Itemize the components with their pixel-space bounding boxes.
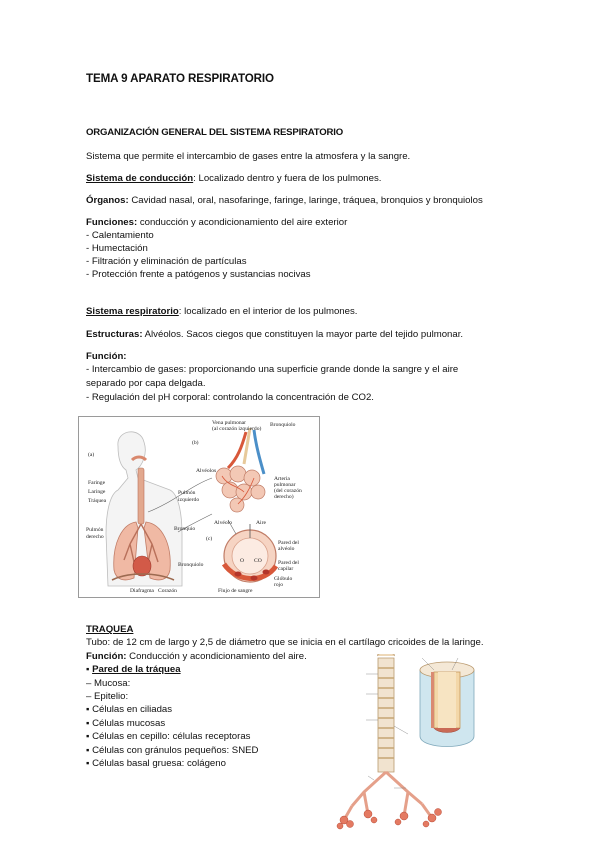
heart-shape [133, 556, 151, 576]
label-pared-alveolo-2: alvéolo [278, 546, 295, 552]
respiratorio-line [86, 305, 357, 318]
traquea-item: – Epitelio: [86, 691, 129, 702]
label-arteria-3: (del corazón [274, 488, 302, 494]
label-pared-capilar-2: capilar [278, 566, 294, 572]
label-arteria-4: derecho) [274, 494, 294, 500]
traquea-item: ▪ Células basal gruesa: colágeno [86, 758, 226, 769]
traquea-funcion-text: Conducción y acondicionamiento del aire. [126, 651, 307, 662]
conduccion-line [86, 172, 381, 185]
organos-label: Órganos: [86, 195, 129, 206]
label-pared-alveolo-1: Pared del [278, 540, 299, 546]
organos-text: Cavidad nasal, oral, nasofaringe, faringe, laringe, tráquea, bronquios y bronquiolos [128, 195, 483, 206]
organos-line [86, 194, 483, 207]
traquea-funcion-label: Función: [86, 651, 127, 662]
traquea-tubo: Tubo: de 12 cm de largo y 2,5 de diámetro que se inicia en el cartílago cricoides de la laringe. [86, 637, 484, 648]
label-faringe: Faringe [88, 480, 106, 486]
trachea-cross-section [420, 662, 474, 747]
label-co2: CO [254, 558, 262, 564]
funcion-line: - Intercambio de gases: proporcionando una superficie grande donde la sangre y el aire [86, 364, 459, 375]
label-a: (a) [88, 452, 95, 458]
traquea-item: ▪ Células en ciliadas [86, 704, 173, 715]
label-pulmon-derecho-2: derecho [86, 534, 104, 540]
estructuras-label: Estructuras: [86, 329, 143, 340]
pared-traquea-label: Pared de la tráquea [92, 664, 181, 675]
traquea-item: ▪ Células mucosas [86, 718, 166, 729]
label-c: (c) [206, 536, 213, 542]
page-title: TEMA 9 APARATO RESPIRATORIO [86, 72, 274, 85]
pared-traquea-line [86, 663, 181, 676]
funciones-line [86, 216, 347, 229]
funcion-label: Función: [86, 351, 127, 362]
traquea-item: ▪ Células en cepillo: células receptoras [86, 731, 251, 742]
funciones-text: conducción y acondicionamiento del aire exterior [137, 217, 348, 228]
label-globulo-1: Glóbulo [274, 576, 293, 582]
funcion-line: - Regulación del pH corporal: controlando la concentración de CO2. [86, 392, 374, 403]
label-arteria-1: Arteria [274, 476, 290, 482]
label-flujo-sangre: Flujo de sangre [218, 588, 253, 594]
funciones-item: - Protección frente a patógenos y sustancias nocivas [86, 269, 311, 280]
bronchial-tree [344, 772, 432, 820]
label-bronquiolo-b: Bronquiolo [270, 422, 296, 428]
conduccion-label: Sistema de conducción [86, 173, 194, 184]
respiratory-system-figure [78, 416, 320, 598]
funciones-item: - Filtración y eliminación de partículas [86, 256, 247, 267]
label-traquea: Tráquea [88, 498, 107, 504]
funcion-line: separado por capa delgada. [86, 378, 206, 389]
respiratorio-text: : localizado en el interior de los pulmones. [178, 306, 358, 317]
label-laringe: Laringe [88, 489, 106, 495]
traquea-item: – Mucosa: [86, 678, 131, 689]
traquea-funcion-line [86, 650, 307, 663]
label-pared-capilar-1: Pared del [278, 560, 299, 566]
label-vena-1: Vena pulmonar [212, 420, 247, 426]
trachea-figure [334, 654, 484, 830]
label-corazon: Corazón [158, 588, 177, 594]
conduccion-text: : Localizado dentro y fuera de los pulmones. [193, 173, 382, 184]
pared-bullet: ▪ [86, 664, 93, 675]
label-pulmon-izquierdo-1: Pulmón [178, 490, 196, 496]
intro-paragraph: Sistema que permite el intercambio de gases entre la atmosfera y la sangre. [86, 151, 411, 162]
label-alveolos: Alvéolos [196, 468, 217, 474]
label-b: (b) [192, 440, 199, 446]
label-diafragma: Diafragma [130, 588, 154, 594]
label-pulmon-derecho-1: Pulmón [86, 527, 104, 533]
section-heading-organizacion: ORGANIZACIÓN GENERAL DEL SISTEMA RESPIRATORIO [86, 127, 343, 138]
respiratorio-label: Sistema respiratorio [86, 306, 179, 317]
funciones-label: Funciones: [86, 217, 138, 228]
estructuras-text: Alvéolos. Sacos ciegos que constituyen la mayor parte del tejido pulmonar. [142, 329, 464, 340]
label-pulmon-izquierdo-2: izquierdo [178, 497, 200, 503]
label-o2: O [240, 558, 245, 564]
section-heading-traquea: TRAQUEA [86, 624, 134, 635]
funciones-item: - Humectación [86, 243, 148, 254]
trachea-tube [378, 654, 395, 772]
traquea-item: ▪ Células con gránulos pequeños: SNED [86, 745, 259, 756]
label-globulo-2: rojo [274, 582, 284, 588]
label-vena-2: (al corazón izquierdo) [212, 426, 262, 432]
label-aire: Aire [256, 520, 266, 526]
label-alveolo: Alvéolo [214, 520, 233, 526]
estructuras-line [86, 328, 463, 341]
label-bronquio: Bronquio [174, 526, 196, 532]
funciones-item: - Calentamiento [86, 230, 154, 241]
label-bronquiolo-a: Bronquiolo [178, 562, 204, 568]
label-arteria-2: pulmonar [274, 482, 296, 488]
